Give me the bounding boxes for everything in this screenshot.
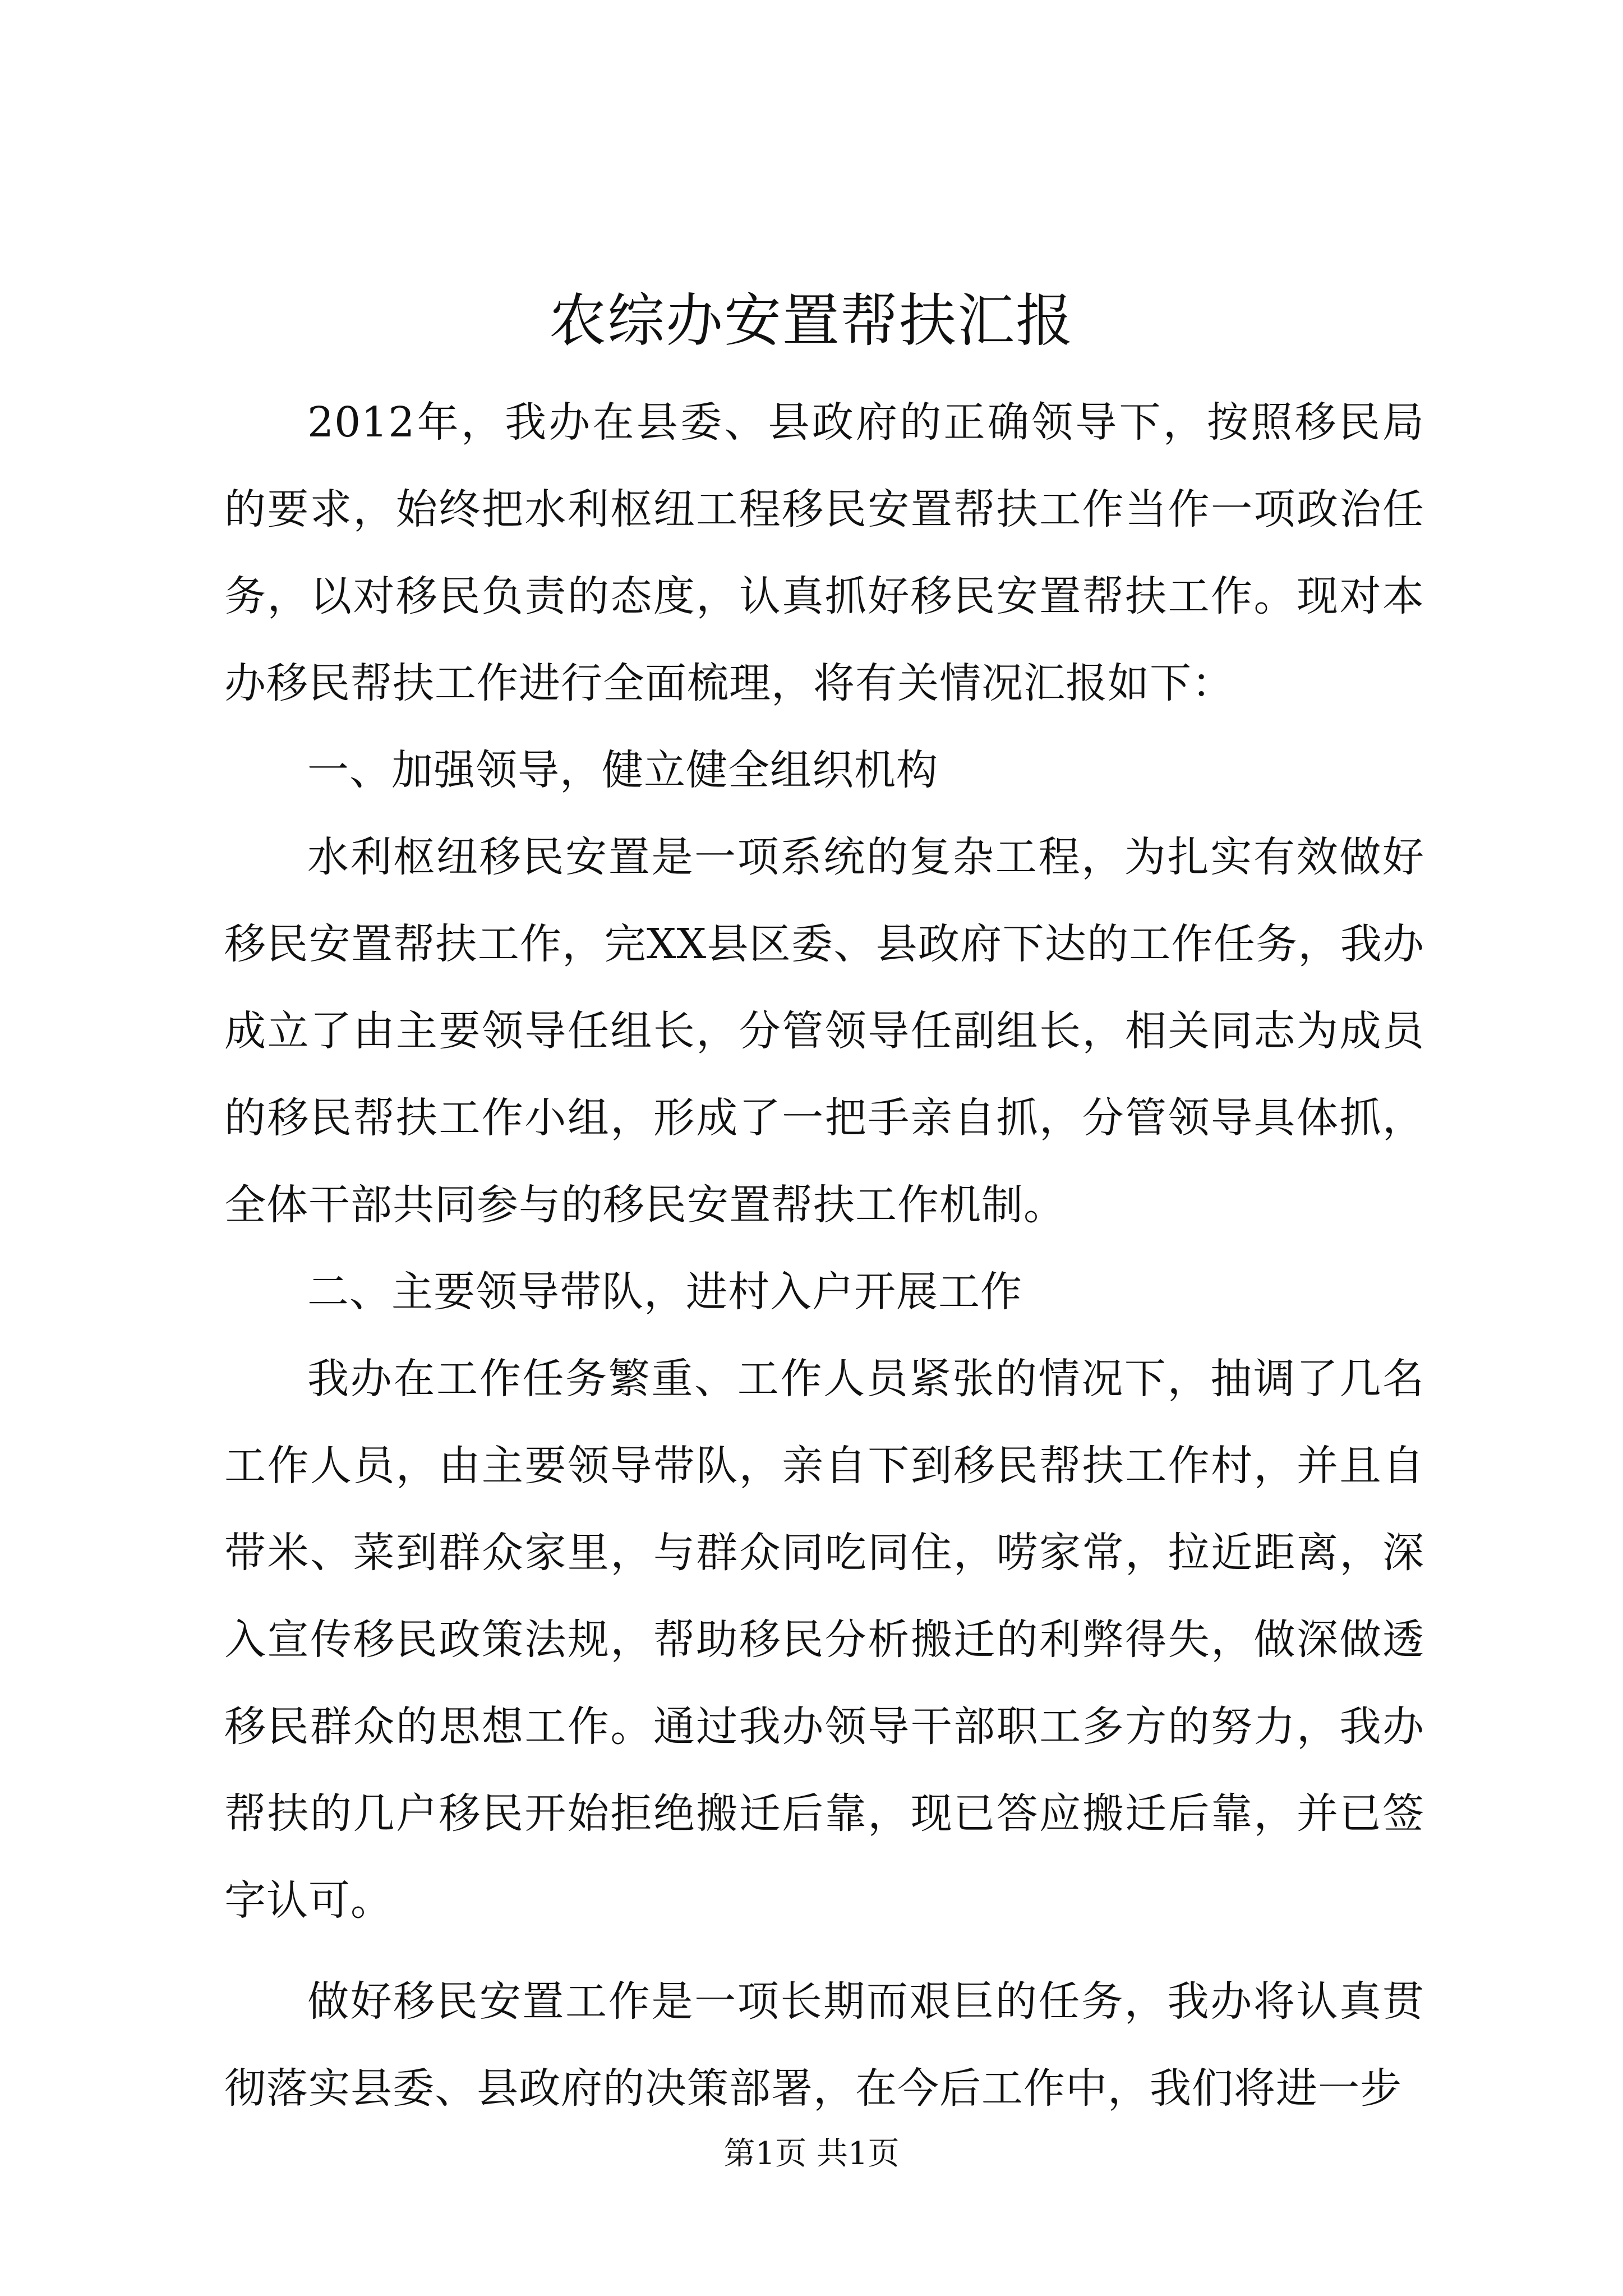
paragraph-section-2: 我办在工作任务繁重、工作人员紧张的情况下，抽调了几名工作人员，由主要领导带队，亲自下到移民帮扶工作村，并且自带米、菜到群众家里，与群众同吃同住，唠家常，拉近距离，深入宣传移民政策法规，帮助移民分析搬迁的利弊得失，做深做透移民群众的思想工作。通过我办领导干部职工多方的努力，我办帮扶的几户移民开始拒绝搬迁后靠，现已答应搬迁后靠，并已签字认可。: [224, 1355, 1424, 1925]
paragraph-closing: 做好移民安置工作是一项长期而艰巨的任务，我办将认真贯彻落实县委、县政府的决策部署，在今后工作中，我们将进一步: [224, 1977, 1424, 2113]
paragraph-intro: 2012年，我办在县委、县政府的正确领导下，按照移民局的要求，始终把水利枢纽工程移民安置帮扶工作当作一项政治任务，以对移民负责的态度，认真抓好移民安置帮扶工作。现对本办移民帮扶工作进行全面梳理，将有关情况汇报如下：: [224, 398, 1424, 707]
paragraph-section-1: 水利枢纽移民安置是一项系统的复杂工程，为扎实有效做好移民安置帮扶工作，完XX县区委、县政府下达的工作任务，我办成立了由主要领导任组长，分管领导任副组长，相关同志为成员的移民帮扶工作小组，形成了一把手亲自抓，分管领导具体抓，全体干部共同参与的移民安置帮扶工作机制。: [224, 833, 1424, 1229]
paragraph-gap: [224, 1944, 1424, 1958]
document-title: 农综办安置帮扶汇报: [549, 288, 1074, 355]
section-heading-2: 二、主要领导带队，进村入户开展工作: [307, 1268, 1022, 1316]
document-body: [224, 379, 1424, 2132]
section-heading-1: 一、加强领导，健立健全组织机构: [307, 746, 938, 794]
page-number: 第1页 共1页: [723, 2136, 900, 2172]
